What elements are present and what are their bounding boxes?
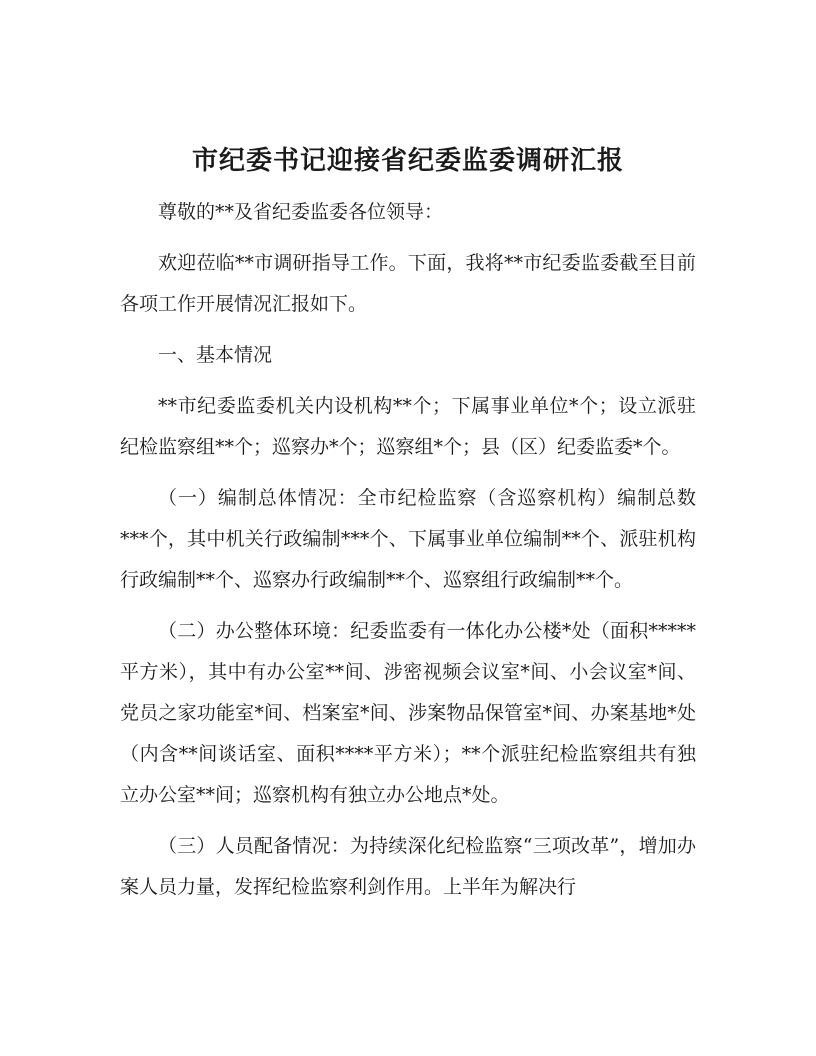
document-body	[120, 192, 696, 918]
document-title: 市纪委书记迎接省纪委监委调研汇报	[191, 146, 624, 176]
basic-overview-paragraph: **市纪委监委机关内设机构**个；下属事业单位*个；设立派驻纪检监察组**个；巡察办*个；巡察组*个；县（区）纪委监委*个。	[120, 395, 696, 458]
personnel-paragraph: （三）人员配备情况：为持续深化纪检监察“三项改革”，增加办案人员力量，发挥纪检监察利剑作用。上半年为解决行	[120, 835, 696, 898]
intro-paragraph: 欢迎莅临**市调研指导工作。下面，我将**市纪委监委截至目前各项工作开展情况汇报如下。	[120, 252, 696, 315]
salutation-paragraph: 尊敬的**及省纪委监委各位领导：	[158, 201, 444, 223]
staffing-quota-paragraph: （一）编制总体情况：全市纪检监察（含巡察机构）编制总数***个，其中机关行政编制***个、下属事业单位编制**个、派驻机构行政编制**个、巡察办行政编制**个、巡察组行政编制**个。	[120, 487, 696, 591]
section-heading-basic: 一、基本情况	[158, 344, 273, 366]
office-environment-paragraph: （二）办公整体环境：纪委监委有一体化办公楼*处（面积*****平方米），其中有办公室**间、涉密视频会议室*间、小会议室*间、党员之家功能室*间、档案室*间、涉案物品保管室*间、办案基地*处（内含**间谈话室、面积****平方米）；**个派驻纪检监察组共有独立办公室**间；巡察机构有独立办公地点*处。	[120, 620, 696, 806]
